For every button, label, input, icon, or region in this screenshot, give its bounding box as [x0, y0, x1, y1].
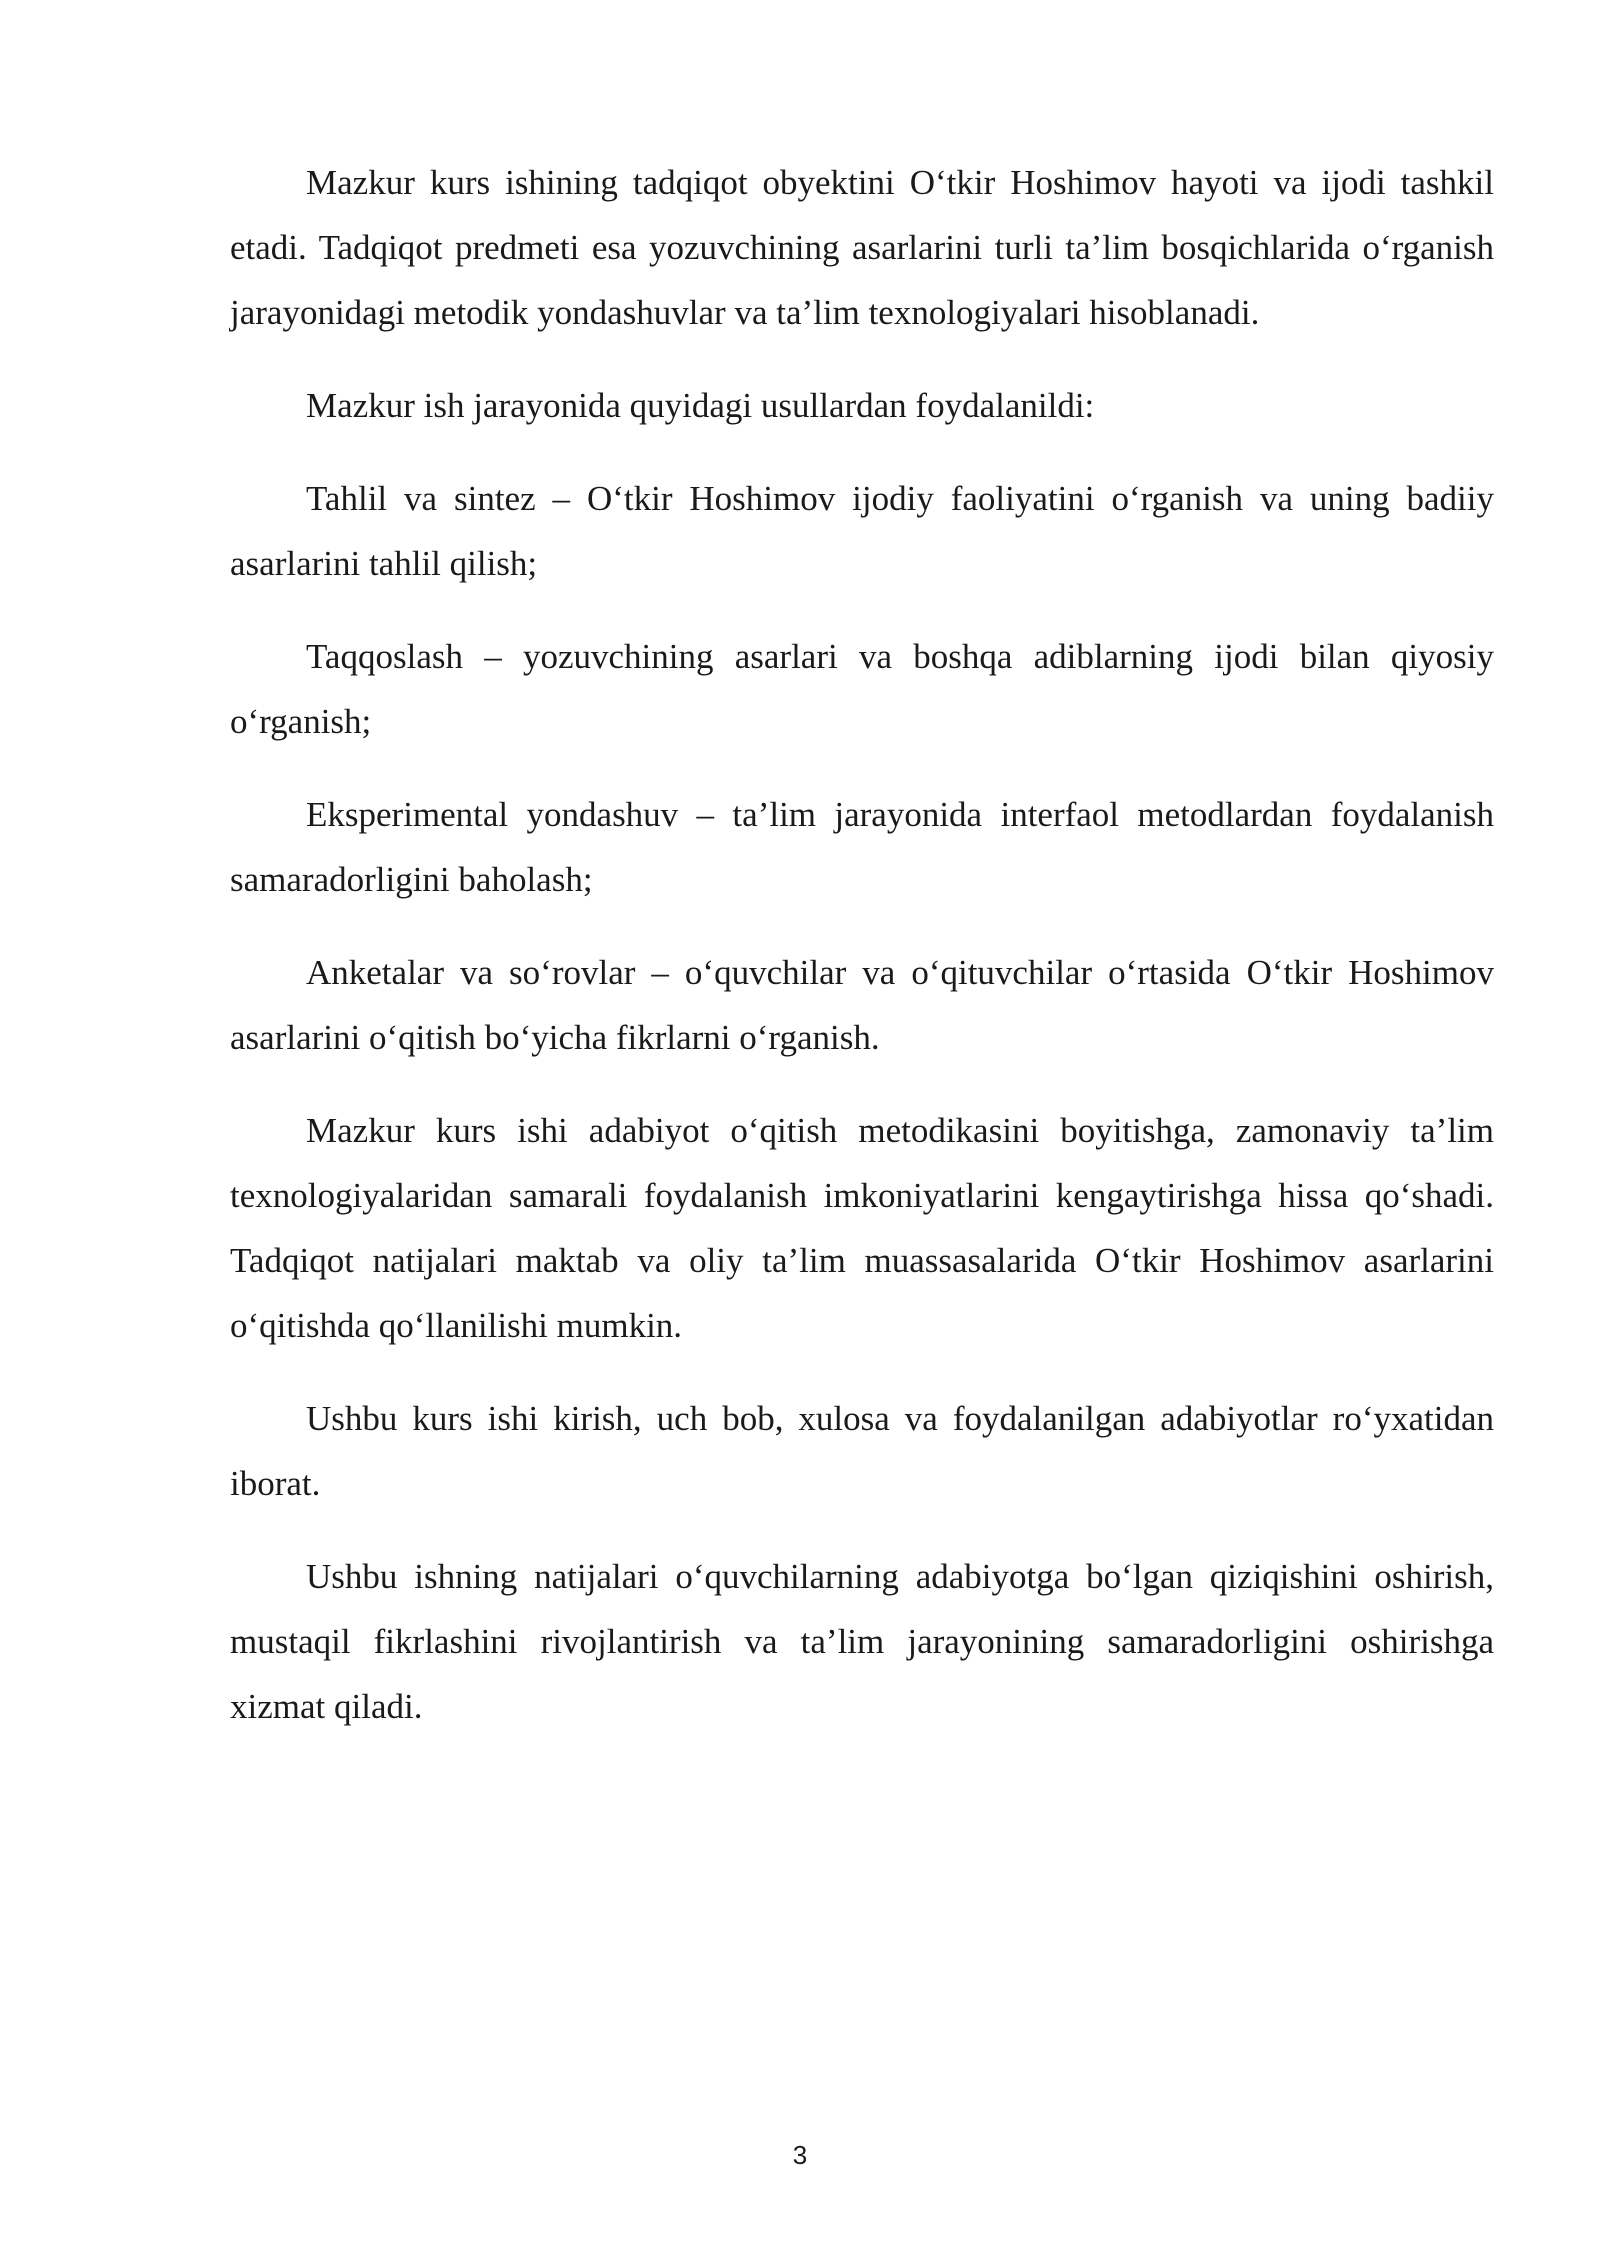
- page-number: 3: [792, 2140, 808, 2170]
- paragraph-method-analysis: Tahlil va sintez – O‘tkir Hoshimov ijodiy faoliyatini o‘rganish va uning badiiy asarlarini tahlil qilish;: [230, 479, 1494, 583]
- body-text: [230, 150, 1494, 1767]
- paragraph-contribution: Mazkur kurs ishi adabiyot o‘qitish metodikasini boyitishga, zamonaviy ta’lim texnologiyalaridan samarali foydalanish imkoniyatlarini kengaytirishga hissa qo‘shadi. Tadqiqot natijalari maktab va oliy ta’lim muassasalarida O‘tkir Hoshimov asarlarini o‘qitishda qo‘llanilishi mumkin.: [230, 1111, 1494, 1345]
- paragraph-method-surveys: Anketalar va so‘rovlar – o‘quvchilar va o‘qituvchilar o‘rtasida O‘tkir Hoshimov asarlarini o‘qitish bo‘yicha fikrlarni o‘rganish.: [230, 953, 1494, 1057]
- paragraph-method-experimental: Eksperimental yondashuv – ta’lim jarayonida interfaol metodlardan foydalanish samaradorligini baholash;: [230, 795, 1494, 899]
- paragraph-structure: Ushbu kurs ishi kirish, uch bob, xulosa va foydalanilgan adabiyotlar ro‘yxatidan iborat.: [230, 1399, 1494, 1503]
- paragraph-results: Ushbu ishning natijalari o‘quvchilarning adabiyotga bo‘lgan qiziqishini oshirish, mustaqil fikrlashini rivojlantirish va ta’lim jarayonining samaradorligini oshirishga xizmat qiladi.: [230, 1557, 1494, 1726]
- paragraph-method-comparison: Taqqoslash – yozuvchining asarlari va boshqa adiblarning ijodi bilan qiyosiy o‘rganish;: [230, 637, 1494, 741]
- paragraph-methods-intro: Mazkur ish jarayonida quyidagi usullardan foydalanildi:: [306, 386, 1095, 425]
- paragraph-research-object: Mazkur kurs ishining tadqiqot obyektini O‘tkir Hoshimov hayoti va ijodi tashkil etadi. Tadqiqot predmeti esa yozuvchining asarlarini turli ta’lim bosqichlarida o‘rganish jarayonidagi metodik yondashuvlar va ta’lim texnologiyalari hisoblanadi.: [230, 163, 1494, 332]
